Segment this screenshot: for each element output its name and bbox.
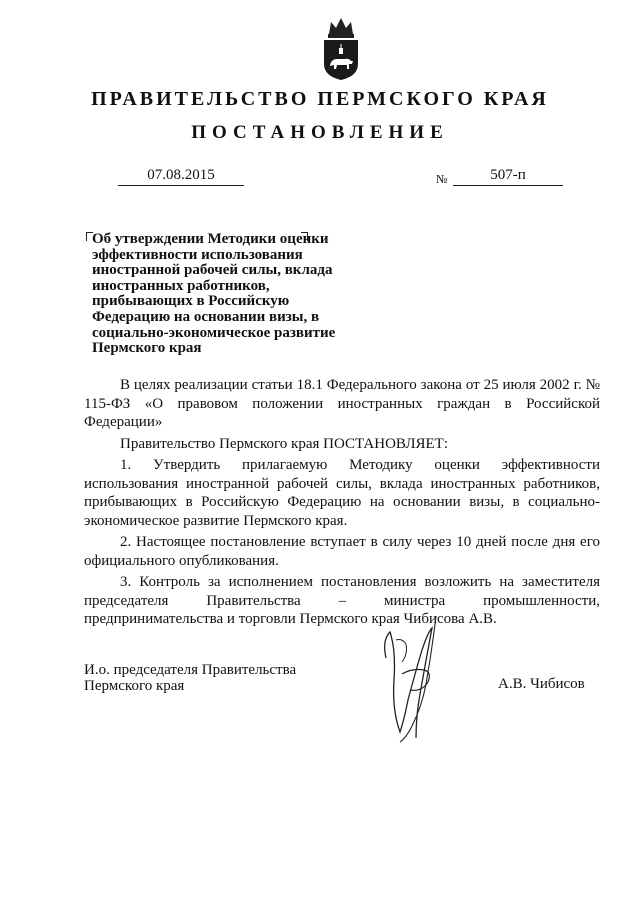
- document-date: 07.08.2015: [118, 166, 244, 186]
- body-paragraph-preamble: В целях реализации статьи 18.1 Федерального закона от 25 июля 2002 г. № 115-ФЗ «О правовом положении иностранных граждан в Российской Федерации»: [84, 377, 600, 430]
- body-paragraph-item-3: 3. Контроль за исполнением постановления возложить на заместителя председателя Правительства – министра промышленности, предпринимательства и торговли Пермского края Чибисова А.В.: [84, 574, 600, 627]
- body-paragraph-resolves: Правительство Пермского края ПОСТАНОВЛЯЕТ:: [120, 435, 449, 452]
- body-paragraph-item-1: 1. Утвердить прилагаемую Методику оценки эффективности использования иностранной рабочей силы, вклада иностранных работников, прибывающих в Российскую Федерацию на основании визы, в социально-экономическое развитие Пермского края.: [84, 457, 600, 529]
- number-sign: №: [436, 172, 448, 186]
- handwritten-signature: [372, 610, 472, 750]
- document-subject: Об утверждении Методики оценки эффективности использования иностранной рабочей силы, вклада иностранных работников, прибывающих в Российскую Федерацию на основании визы, в социально-экономическое развитие Пермского края: [92, 231, 336, 357]
- signatory-position-line-1: И.о. председателя Правительства: [84, 662, 297, 678]
- signatory-position-line-2: Пермского края: [84, 678, 185, 694]
- document-number: 507-п: [453, 166, 563, 186]
- signatory-position: [84, 662, 344, 694]
- document-body: [84, 376, 600, 632]
- document-type-title: ПОСТАНОВЛЕНИЕ: [191, 122, 449, 143]
- signatory-name: А.В. Чибисов: [498, 676, 585, 692]
- body-paragraph-item-2: 2. Настоящее постановление вступает в силу через 10 дней после дня его официального опубликования.: [84, 534, 600, 569]
- coat-of-arms-icon: [319, 14, 363, 82]
- organization-title: ПРАВИТЕЛЬСТВО ПЕРМСКОГО КРАЯ: [91, 88, 549, 110]
